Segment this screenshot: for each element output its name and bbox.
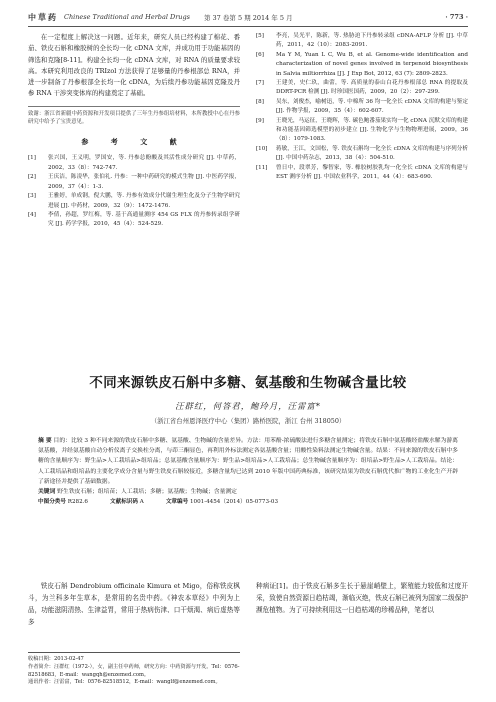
abstract [28,436,468,487]
article-affiliation: （浙江省台州恩泽医疗中心（集团）路桥医院，浙江 台州 318050） [150,417,346,425]
abstract-text: 目的：比较 3 种不同来源的铁皮石斛中多糖、氨基酸、生物碱的含量差异。方法：用苯酚-浓硫酸法进行多糖含量测定；将铁皮石斛中氨基酸经盐酸水解为游离氨基酸，并经氨基酸自动分析仪离子交换柱分离，与茚三酮显色，再利用外标法测定各氨基酸含量；用酸性染料法测定生物碱含量。结果：不同来源的铁皮石斛中多糖的含量顺序为：野生品>人工栽培品>组培品；总氨基酸含量顺序为：野生品>组培品>人工栽培品；总生物碱含量顺序为：组培品>野生品>人工栽培品。结论：人工栽培品和组培品的主要化学成分含量与野生铁皮石斛较接近，多糖含量均已达到 2010 年版中国药典标准，该研究结果为铁皮石斛优代推广物的工业化生产开辟了新途径并提供了基础数据。 [38,438,458,485]
article-authors: 汪群红，何答君，鲍玲月，汪雷富* [175,401,321,411]
reference-list-left [28,154,240,229]
reference-item: [7] 王建美，史仁玖，曲蕾，等. 高质量的泰山白花丹参根部总 RNA 的提取及 DDRT-PCR 检测 [J]. 时珍国医国药，2009，20（2）：297-299. [256,80,468,96]
new-article [28,372,468,507]
reference-item: [1] 张兴国，王义明，罗国安，等. 丹参总酚酸及其活性成分研究 [J]. 中草药，2002，33（8）：742-747. [28,155,240,171]
reference-list-right [256,32,468,183]
issue-info: 第 37 卷第 5 期 2014 年 5 月 [203,13,293,22]
top-left-column [28,32,240,230]
footnote [28,652,240,687]
body-text-left: 铁皮石斛 Dendrobium officinale Kimura et Migo，俗称铁皮枫斗，为兰科多年生草本，是常用的名贵中药。《神农本草经》中列为上品，功能滋阴清热、生津益胃，常用于热病伤津、口干烦渴、病后虚热等多 [28,582,240,626]
acknowledgement-note: 致谢：浙江省新疆中药资源和开发项目提供了三年生丹参组培材料，本所教授中心在丹参研究中给予了宝贵意见。 [28,106,240,126]
article-title: 不同来源铁皮石斛中多糖、氨基酸和生物碱含量比较 [89,376,407,391]
article-id-item: 文章编号 1001-4454（2014）05-0773-03 [165,499,279,506]
clc-item: 中图分类号 R282.6 [38,499,88,506]
running-header [28,10,468,27]
journal-name-en: Chinese Traditional and Herbal Drugs [64,13,190,21]
reference-item: [2] 王庆洁，陈凌华，张伯礼. 丹参：一种中药研究的模式生物 [J]. 中医药学报，2009，37（4）：1-3. [28,174,240,190]
journal-name-cn: 中草药 [28,11,58,22]
classification-line [28,497,468,507]
reference-item: [6] Ma Y M, Yuan L C, Wu B, et al. Genome-wide identification and characterization of novel genes involved in terpenoid biosynthesis in Salvia miltiorrhiza [J]. J Exp Bot, 2012, 63 (7): 2809-2823. [256,51,468,77]
keywords-label: 关键词 [38,489,56,496]
keywords-text: 野生铁皮石斛；组培苗；人工栽培；多糖；氨基酸；生物碱；含量测定 [57,489,237,496]
reference-item: [11] 曾日中，段翠芳，黎智家，等. 橡胶树胶乳均一化全长 cDNA 文库的构建与 EST 测序分析 [J]. 中国农业科学，2011，44（4）：683-690. [256,164,468,181]
body-text-right: 种病证[1]。由于铁皮石斛多生长于悬崖峭壁上，繁殖能力较低和过度开采，致使自然资源日趋枯竭，渐临灭绝，铁皮石斛已被列为国家二级保护濒危植物。为了可持续利用这一日趋枯竭的珍稀品种，笔者以 [256,582,468,614]
page-number: · 773 · [445,13,468,21]
author-info: 作者简介：汪群红（1972-），女，副主任中药师，研究方向：中药资源与开发。Tel：0576-82518683，E-mail：wangqh@enzemed.com。 [28,663,240,678]
reference-item: [4] 李倩，孙超，罗红梅，等. 基于高通量测序 454 GS FLX 的丹参转录组学研究 [J]. 药学学报，2010，45（4）：524-529. [28,211,240,228]
received-date: 收稿日期：2013-02-47 [28,656,84,662]
top-right-column [256,32,468,183]
keywords [28,487,468,497]
corresponding-author: 通讯作者：汪雷富，Tel：0576-82518512，E-mail：wanglf@enzemed.com。 [28,679,221,686]
references-heading: 参 考 文 献 [81,137,187,147]
abstract-label: 摘 要 [38,438,52,444]
reference-item: [5] 李亮，吴光平，陈新，等. 热胁迫下丹参转录组 cDNA-AFLP 分析 [J]. 中草药，2011，42（10）：2083-2091. [256,33,468,49]
reference-item: [10] 蒋敏，王江，文国松，等. 铁皮石斛均一化全长 cDNA 文库的构建与序列分析 [J]. 中国中药杂志，2013，38（4）：504-510. [256,145,468,162]
reference-item: [3] 王雅婷，单成钢，倪大鹏，等. 丹参有效成分代谢生理生化及分子生物学研究进展 [J]. 中药材，2009，32（9）：1472-1476. [28,193,240,209]
reference-item: [9] 王晓光，马运征，王晓辉，等. 碳色鲍番茄果实均一化 cDNA 沉默文库的构建和功能基因筛选模型的初步建立 [J]. 生物化学与生物物理进展，2009，36（8）：1079-1083. [256,117,468,143]
doc-code-item: 文献标识码 A [110,499,144,506]
reference-item: [8] 吴东，刘俊杰，喻树迅，等. 中棉所 36 均一化全长 cDNA 文库的构建与鉴定 [J]. 作物学报，2009，35（4）：602-607. [256,98,468,115]
intro-paragraph: 在一定程度上解决这一问题。近年来，研究人员已经构建了棉花、番茄、铁皮石斛和橡胶树的全长均一化 cDNA 文库，并成功用于功能基因的筛选和克隆[8-11]。构建全长均一化 cDNA 文库，对 RNA 的质量要求较高。本研究利用改良的 TRIzol 方法获得了足够量的丹参根部总 RNA，并进一步制备了丹参根部全长均一化 cDNA，为后续丹参功能基因克隆及丹参 RNA 干涉突变体库的构建奠定了基础。 [28,33,240,98]
